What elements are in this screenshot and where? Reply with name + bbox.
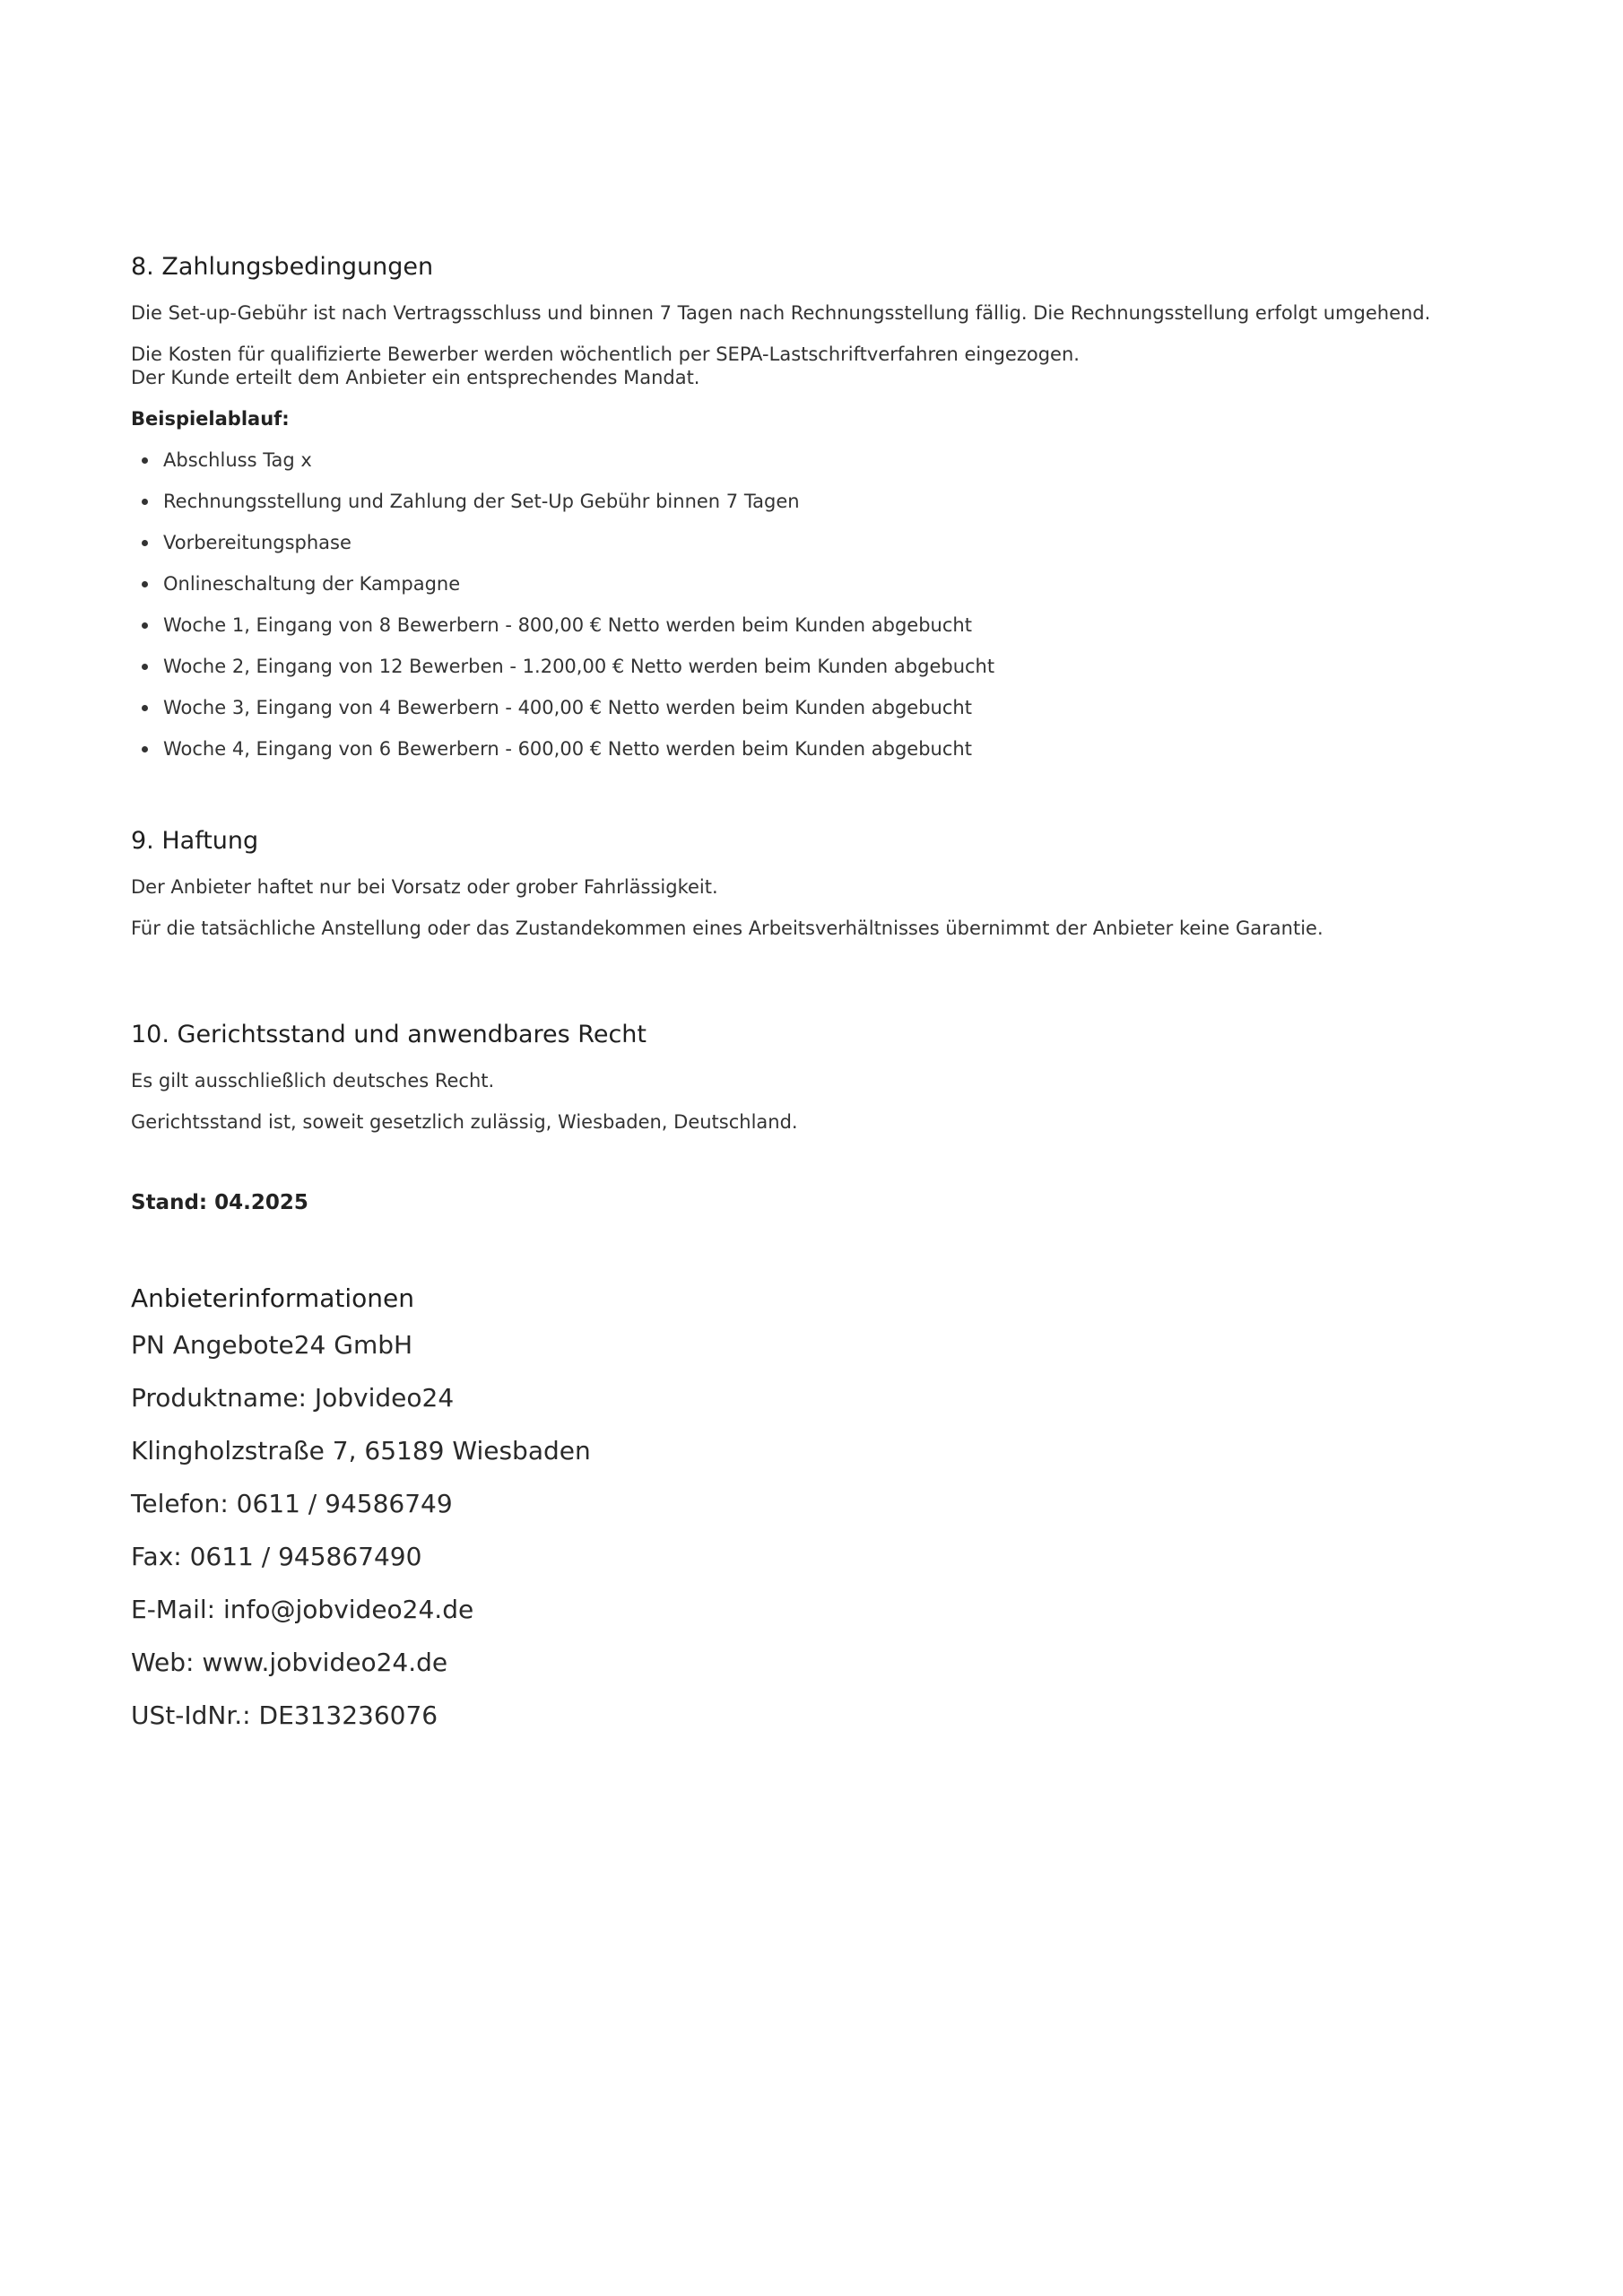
example-label: Beispielablauf: (131, 408, 290, 430)
provider-phone: Telefon: 0611 / 94586749 (131, 1489, 453, 1518)
list-item: Woche 4, Eingang von 6 Bewerbern - 600,00 € Netto werden beim Kunden abgebucht (131, 737, 1530, 778)
list-item: Vorbereitungsphase (131, 531, 1530, 572)
section-9-paragraph-1: Der Anbieter haftet nur bei Vorsatz oder grober Fahrlässigkeit. (131, 876, 718, 898)
section-8-heading: 8. Zahlungsbedingungen (131, 253, 434, 281)
provider-fax: Fax: 0611 / 945867490 (131, 1542, 422, 1571)
section-8-paragraph-1: Die Set-up-Gebühr ist nach Vertragsschluss und binnen 7 Tagen nach Rechnungsstellung fällig. Die Rechnungsstellung erfolgt umgehend. (131, 302, 1431, 324)
list-item: Woche 1, Eingang von 8 Bewerbern - 800,00 € Netto werden beim Kunden abgebucht (131, 613, 1530, 655)
document-content (131, 249, 1530, 1732)
provider-vat-id: USt-IdNr.: DE313236076 (131, 1700, 438, 1730)
provider-product: Produktname: Jobvideo24 (131, 1383, 455, 1413)
provider-email: E-Mail: info@jobvideo24.de (131, 1595, 474, 1624)
section-9-heading: 9. Haftung (131, 827, 259, 855)
example-list (131, 448, 1530, 778)
list-item: Woche 3, Eingang von 4 Bewerbern - 400,00 € Netto werden beim Kunden abgebucht (131, 696, 1530, 737)
section-10-paragraph-2: Gerichtsstand ist, soweit gesetzlich zulässig, Wiesbaden, Deutschland. (131, 1111, 798, 1133)
list-item: Rechnungsstellung und Zahlung der Set-Up Gebühr binnen 7 Tagen (131, 490, 1530, 531)
section-10-paragraph-1: Es gilt ausschließlich deutsches Recht. (131, 1070, 495, 1091)
section-8-paragraph-2a: Die Kosten für qualifizierte Bewerber werden wöchentlich per SEPA-Lastschriftverfahren eingezogen. (131, 344, 1080, 365)
section-8-paragraph-2b: Der Kunde erteilt dem Anbieter ein entsprechendes Mandat. (131, 367, 700, 388)
document-date: Stand: 04.2025 (131, 1191, 308, 1214)
list-item: Onlineschaltung der Kampagne (131, 572, 1530, 613)
provider-heading: Anbieterinformationen (131, 1283, 414, 1313)
list-item: Woche 2, Eingang von 12 Bewerben - 1.200,00 € Netto werden beim Kunden abgebucht (131, 655, 1530, 696)
section-9-paragraph-2: Für die tatsächliche Anstellung oder das Zustandekommen eines Arbeitsverhältnisses übernimmt der Anbieter keine Garantie. (131, 918, 1324, 939)
provider-company: PN Angebote24 GmbH (131, 1330, 413, 1360)
provider-details (131, 1329, 1530, 1732)
section-10-heading: 10. Gerichtsstand und anwendbares Recht (131, 1021, 647, 1048)
provider-web: Web: www.jobvideo24.de (131, 1648, 448, 1677)
provider-address: Klingholzstraße 7, 65189 Wiesbaden (131, 1436, 591, 1465)
list-item: Abschluss Tag x (131, 448, 1530, 490)
